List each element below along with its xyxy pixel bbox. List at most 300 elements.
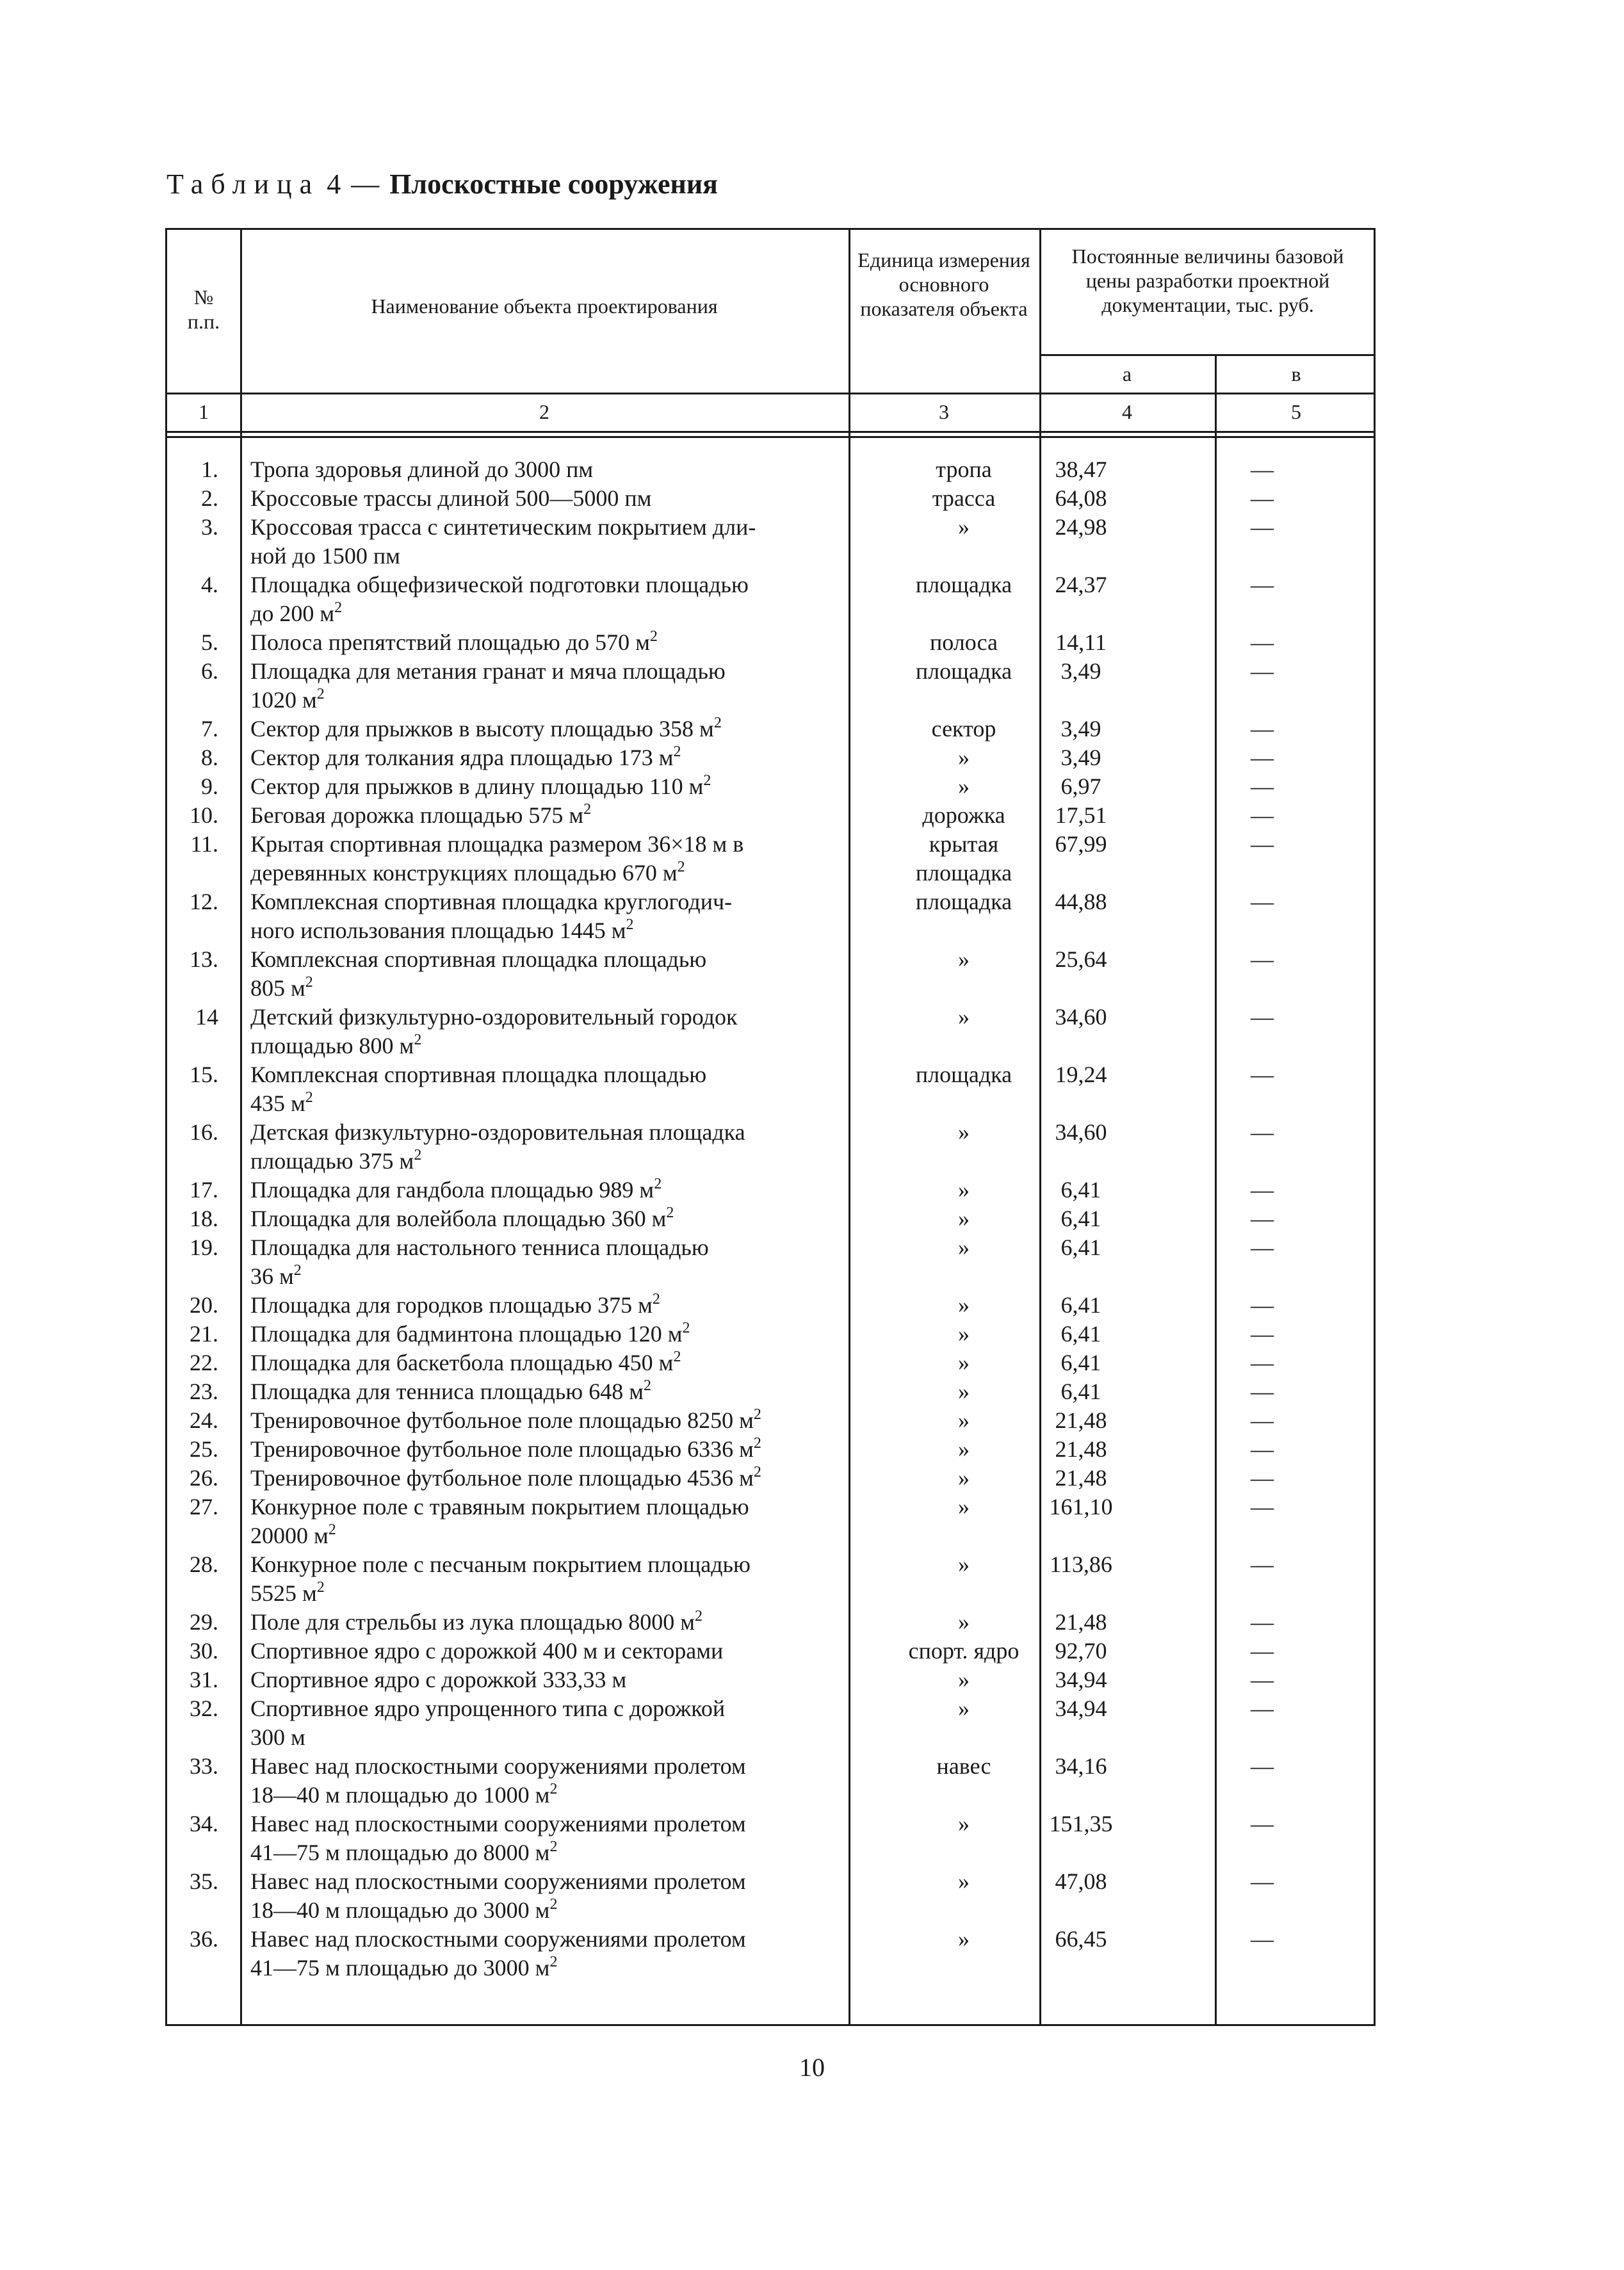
object-name-line2 (250, 1521, 1001, 1550)
table-row (167, 1694, 1374, 1752)
row-number: 25. (190, 1436, 218, 1462)
unit-text: площадка (915, 889, 1012, 914)
table-row (167, 1377, 1374, 1406)
value-a: 3,49 (1060, 658, 1101, 684)
caption-label: Таблица (166, 168, 320, 200)
row-number: 4. (201, 572, 218, 597)
name-text: Полоса препятствий площадью до 570 м (250, 629, 650, 655)
table-row (167, 1320, 1374, 1349)
table-caption (166, 168, 718, 200)
unit-text: » (958, 1869, 970, 1894)
unit-text: » (958, 1379, 970, 1404)
superscript: 2 (293, 1262, 302, 1279)
superscript: 2 (414, 1032, 422, 1048)
row-number: 19. (190, 1235, 218, 1260)
table-row (167, 1493, 1374, 1550)
name-text: Поле для стрельбы из лука площадью 8000 м (250, 1609, 695, 1635)
header-number (167, 285, 240, 334)
row-number: 36. (190, 1926, 218, 1952)
unit-text: полоса (929, 629, 998, 655)
value-a: 25,64 (1055, 946, 1107, 972)
colnum-5: 5 (1291, 400, 1301, 423)
row-number: 6. (201, 658, 218, 684)
value-a: 21,48 (1055, 1407, 1107, 1433)
value-b: — (1251, 716, 1274, 742)
unit-text: навес (936, 1753, 991, 1779)
value-a: 34,16 (1055, 1753, 1107, 1779)
value-b: — (1251, 457, 1274, 482)
superscript: 2 (316, 686, 325, 702)
row-number: 10. (190, 802, 218, 828)
table-row (167, 1666, 1374, 1694)
row-divider (167, 393, 1374, 394)
object-name-line2 (250, 1954, 1001, 1982)
row-number: 26. (190, 1465, 218, 1491)
superscript: 2 (695, 1608, 703, 1625)
name-text: Площадка для настольного тенниса площадью (250, 1235, 709, 1260)
unit-text: площадка (915, 860, 1012, 886)
value-a: 34,94 (1055, 1667, 1107, 1692)
value-b: — (1251, 1292, 1274, 1318)
name-text: Спортивное ядро с дорожкой 400 м и секторами (250, 1638, 724, 1664)
unit-text: » (958, 1119, 970, 1145)
value-a: 38,47 (1055, 457, 1107, 482)
superscript: 2 (549, 1954, 558, 1970)
unit-text: » (958, 1292, 970, 1318)
table-row (167, 945, 1374, 1003)
value-b: — (1251, 774, 1274, 799)
name-text: 435 м (250, 1090, 305, 1116)
value-a: 24,98 (1055, 514, 1107, 540)
name-text: Навес над плоскостными сооружениями пролетом (250, 1869, 746, 1894)
unit-text: тропа (936, 457, 992, 482)
name-text: Площадка для бадминтона площадью 120 м (250, 1321, 683, 1347)
value-b: — (1251, 1119, 1274, 1145)
row-number: 27. (190, 1494, 218, 1520)
superscript: 2 (666, 1204, 674, 1221)
row-number: 28. (190, 1552, 218, 1577)
value-b: — (1251, 1177, 1274, 1203)
value-b: — (1251, 946, 1274, 972)
table-row (167, 1176, 1374, 1204)
name-text: Конкурное поле с травяным покрытием площадью (250, 1494, 749, 1520)
value-a: 3,49 (1060, 716, 1101, 742)
row-number: 12. (190, 889, 218, 914)
value-b: — (1251, 1407, 1274, 1433)
value-a: 47,08 (1055, 1869, 1107, 1894)
value-a: 64,08 (1055, 485, 1107, 511)
name-text: 5525 м (250, 1580, 317, 1606)
unit-text: » (958, 1321, 970, 1347)
superscript: 2 (334, 599, 343, 616)
table-row (167, 1810, 1374, 1867)
table-row (167, 715, 1374, 743)
header-col-a: а (1122, 362, 1132, 385)
superscript: 2 (713, 715, 722, 731)
row-number: 9. (201, 774, 218, 799)
table-row (167, 1608, 1374, 1637)
unit-text: » (958, 1667, 970, 1692)
object-name-line2 (250, 1838, 1001, 1867)
name-text: площадью 800 м (250, 1033, 414, 1058)
unit-text: » (958, 1494, 970, 1520)
unit-text: сектор (931, 716, 996, 742)
row-number: 31. (190, 1667, 218, 1692)
table-row (167, 888, 1374, 945)
value-a: 17,51 (1055, 802, 1107, 828)
row-number: 2. (201, 485, 218, 511)
value-b: — (1251, 1811, 1274, 1836)
row-number: 16. (190, 1119, 218, 1145)
name-text: 18—40 м площадью до 3000 м (250, 1897, 550, 1923)
value-b: — (1251, 1638, 1274, 1664)
value-b: — (1251, 1465, 1274, 1491)
object-name-line2 (250, 1723, 1001, 1752)
value-b: — (1251, 514, 1274, 540)
unit-text: » (958, 1004, 970, 1030)
superscript: 2 (673, 1349, 681, 1365)
unit-text: » (958, 514, 970, 540)
unit-text: » (958, 1696, 970, 1721)
superscript: 2 (305, 974, 313, 991)
name-text: ной до 1500 пм (250, 543, 400, 569)
header-col-b: в (1291, 362, 1301, 385)
header-name: Наименование объекта проектирования (371, 295, 718, 318)
row-number: 18. (190, 1206, 218, 1231)
unit-text: площадка (915, 658, 1012, 684)
page-number: 10 (799, 2053, 825, 2082)
table-row (167, 1349, 1374, 1377)
value-a: 6,41 (1060, 1177, 1101, 1203)
name-text: 300 м (250, 1724, 305, 1750)
superscript: 2 (753, 1406, 761, 1423)
value-a: 6,41 (1060, 1235, 1101, 1260)
value-a: 21,48 (1055, 1465, 1107, 1491)
value-b: — (1251, 831, 1274, 857)
value-a: 34,60 (1055, 1004, 1107, 1030)
value-b: — (1251, 889, 1274, 914)
superscript: 2 (753, 1435, 761, 1452)
unit-text: » (958, 1811, 970, 1836)
unit-text: » (958, 1609, 970, 1635)
value-a: 34,94 (1055, 1696, 1107, 1721)
caption-dash: — (351, 168, 380, 200)
row-number: 32. (190, 1696, 218, 1721)
value-a: 21,48 (1055, 1436, 1107, 1462)
value-a: 67,99 (1055, 831, 1107, 857)
unit-text: » (958, 1235, 970, 1260)
superscript: 2 (682, 1320, 690, 1336)
value-b: — (1251, 1696, 1274, 1721)
name-text: Навес над плоскостными сооружениями пролетом (250, 1811, 746, 1836)
unit-text: трасса (932, 485, 996, 511)
table-row (167, 1406, 1374, 1435)
value-a: 21,48 (1055, 1609, 1107, 1635)
row-divider (167, 431, 1374, 433)
superscript: 2 (644, 1377, 651, 1394)
table-row (167, 484, 1374, 513)
superscript: 2 (316, 1579, 325, 1596)
object-name-line2 (250, 542, 1001, 571)
value-a: 19,24 (1055, 1062, 1107, 1087)
value-a: 92,70 (1055, 1638, 1107, 1664)
name-text: Детская физкультурно-оздоровительная площадка (250, 1119, 745, 1145)
value-b: — (1251, 1552, 1274, 1577)
table-row (167, 1867, 1374, 1925)
object-name-line2 (250, 1262, 1001, 1291)
name-text: Площадка для волейбола площадью 360 м (250, 1206, 667, 1231)
value-b: — (1251, 1436, 1274, 1462)
table-row (167, 1003, 1374, 1060)
object-name-line2 (250, 916, 1001, 945)
object-name-line2 (250, 1579, 1001, 1608)
object-name-line2 (250, 1896, 1001, 1925)
row-number: 15. (190, 1062, 218, 1087)
value-b: — (1251, 1869, 1274, 1894)
unit-text: » (958, 1350, 970, 1375)
value-a: 6,97 (1060, 774, 1101, 799)
name-text: 1020 м (250, 687, 317, 713)
table-row (167, 1118, 1374, 1176)
row-divider (1039, 354, 1374, 356)
unit-text: » (958, 1926, 970, 1952)
value-b: — (1251, 1926, 1274, 1952)
unit-text: » (958, 1407, 970, 1433)
superscript: 2 (652, 1291, 660, 1308)
colnum-1: 1 (199, 400, 209, 423)
superscript: 2 (703, 772, 711, 789)
table-row (167, 1060, 1374, 1118)
name-text: до 200 м (250, 601, 335, 626)
table-row (167, 1925, 1374, 1982)
superscript: 2 (549, 1781, 558, 1797)
table-row (167, 743, 1374, 772)
value-b: — (1251, 1321, 1274, 1347)
name-text: Сектор для прыжков в длину площадью 110 м (250, 774, 704, 799)
name-text: Комплексная спортивная площадка площадью (250, 946, 707, 972)
name-text: Площадка для тенниса площадью 648 м (250, 1379, 644, 1404)
value-a: 44,88 (1055, 889, 1107, 914)
superscript: 2 (414, 1147, 422, 1163)
name-text: Тренировочное футбольное поле площадью 8250 м (250, 1407, 754, 1433)
object-name-line2 (250, 1147, 1001, 1176)
value-b: — (1251, 1667, 1274, 1692)
row-number: 35. (190, 1869, 218, 1894)
name-text: 18—40 м площадью до 1000 м (250, 1782, 550, 1808)
row-number: 17. (190, 1177, 218, 1203)
object-name-line2 (250, 974, 1001, 1003)
name-text: Тренировочное футбольное поле площадью 4536 м (250, 1465, 754, 1491)
superscript: 2 (626, 916, 634, 933)
superscript: 2 (753, 1464, 761, 1480)
name-text: Площадка для городков площадью 375 м (250, 1292, 653, 1318)
name-text: Сектор для прыжков в высоту площадью 358 м (250, 716, 714, 742)
superscript: 2 (549, 1838, 558, 1855)
value-a: 6,41 (1060, 1379, 1101, 1404)
table-row (167, 830, 1374, 888)
unit-text: спорт. ядро (908, 1638, 1019, 1664)
value-b: — (1251, 1350, 1274, 1375)
name-text: 36 м (250, 1263, 294, 1289)
value-a: 24,37 (1055, 572, 1107, 597)
value-b: — (1251, 1062, 1274, 1087)
row-divider (167, 436, 1374, 438)
superscript: 2 (305, 1089, 313, 1106)
value-b: — (1251, 802, 1274, 828)
unit-text: » (958, 1436, 970, 1462)
name-text: Спортивное ядро с дорожкой 333,33 м (250, 1667, 627, 1692)
colnum-4: 4 (1122, 400, 1132, 423)
superscript: 2 (677, 859, 685, 875)
row-number: 11. (190, 831, 218, 857)
name-text: Крытая спортивная площадка размером 36×18 м в (250, 831, 744, 857)
row-number: 14 (195, 1004, 218, 1030)
value-b: — (1251, 485, 1274, 511)
name-text: Кроссовые трассы длиной 500—5000 пм (250, 485, 652, 511)
table-row (167, 1435, 1374, 1464)
value-a: 161,10 (1049, 1494, 1113, 1520)
price-table (165, 228, 1376, 2026)
unit-text: крытая (929, 831, 999, 857)
row-number: 1. (201, 457, 218, 482)
name-text: 805 м (250, 975, 305, 1001)
value-a: 6,41 (1060, 1321, 1101, 1347)
table-row (167, 1464, 1374, 1493)
unit-text: площадка (915, 1062, 1012, 1087)
value-b: — (1251, 1753, 1274, 1779)
name-text: Тренировочное футбольное поле площадью 6336 м (250, 1436, 754, 1462)
superscript: 2 (654, 1176, 662, 1192)
name-text: 20000 м (250, 1523, 329, 1548)
name-text: Навес над плоскостными сооружениями пролетом (250, 1926, 746, 1952)
superscript: 2 (549, 1896, 558, 1913)
unit-text: » (958, 774, 970, 799)
object-name-line2 (250, 1032, 1001, 1060)
row-number: 30. (190, 1638, 218, 1664)
object-name-line2 (250, 686, 1001, 715)
value-a: 6,41 (1060, 1206, 1101, 1231)
value-a: 66,45 (1055, 1926, 1107, 1952)
table-row (167, 571, 1374, 628)
value-a: 6,41 (1060, 1350, 1101, 1375)
table-row (167, 772, 1374, 801)
object-name-line2 (250, 599, 1001, 628)
name-text: площадью 375 м (250, 1148, 414, 1174)
value-b: — (1251, 572, 1274, 597)
row-number: 23. (190, 1379, 218, 1404)
value-b: — (1251, 629, 1274, 655)
row-number: 13. (190, 946, 218, 972)
row-number: 33. (190, 1753, 218, 1779)
name-text: Комплексная спортивная площадка круглогодич- (250, 889, 733, 914)
unit-text: » (958, 1206, 970, 1231)
name-text: Детский физкультурно-оздоровительный городок (250, 1004, 738, 1030)
object-name-line2 (250, 1089, 1001, 1118)
name-text: Площадка для метания гранат и мяча площадью (250, 658, 726, 684)
superscript: 2 (673, 743, 681, 760)
value-a: 113,86 (1050, 1552, 1112, 1577)
value-b: — (1251, 1004, 1274, 1030)
header-number-text: № п.п. (187, 286, 220, 333)
name-text: Площадка общефизической подготовки площадью (250, 572, 749, 597)
row-number: 21. (190, 1321, 218, 1347)
row-number: 5. (201, 629, 218, 655)
table-row (167, 1752, 1374, 1810)
superscript: 2 (583, 801, 592, 818)
unit-text: » (958, 745, 970, 770)
name-text: деревянных конструкциях площадью 670 м (250, 860, 678, 886)
name-text: Навес над плоскостными сооружениями пролетом (250, 1753, 746, 1779)
value-b: — (1251, 1494, 1274, 1520)
table-row (167, 513, 1374, 571)
value-b: — (1251, 745, 1274, 770)
unit-text: » (958, 946, 970, 972)
table-row (167, 1291, 1374, 1320)
value-b: — (1251, 658, 1274, 684)
value-a: 6,41 (1060, 1292, 1101, 1318)
row-number: 22. (190, 1350, 218, 1375)
colnum-2: 2 (539, 400, 549, 423)
row-number: 24. (190, 1407, 218, 1433)
value-b: — (1251, 1379, 1274, 1404)
value-a: 34,60 (1055, 1119, 1107, 1145)
header-base-price: Постоянные величины базовой цены разработки проектной документации, тыс. руб. (1071, 245, 1344, 316)
table-row (167, 628, 1374, 657)
caption-title: Плоскостные сооружения (389, 168, 718, 200)
unit-text: » (958, 1552, 970, 1577)
header-unit: Единица измерения основного показателя объекта (857, 248, 1030, 320)
name-text: Конкурное поле с песчаным покрытием площадью (250, 1552, 751, 1577)
value-a: 151,35 (1049, 1811, 1113, 1836)
row-number: 3. (201, 514, 218, 540)
unit-text: » (958, 1465, 970, 1491)
name-text: 41—75 м площадью до 8000 м (250, 1840, 550, 1865)
name-text: Площадка для гандбола площадью 989 м (250, 1177, 654, 1203)
unit-text: площадка (915, 572, 1012, 597)
value-a: 3,49 (1060, 745, 1101, 770)
table-row (167, 1233, 1374, 1291)
table-row (167, 657, 1374, 715)
table-row (167, 801, 1374, 830)
table-row (167, 1637, 1374, 1666)
value-a: 14,11 (1055, 629, 1107, 655)
row-number: 29. (190, 1609, 218, 1635)
row-number: 7. (201, 716, 218, 742)
row-number: 8. (201, 745, 218, 770)
colnum-3: 3 (939, 400, 949, 423)
row-number: 34. (190, 1811, 218, 1836)
table-row (167, 1204, 1374, 1233)
caption-number: 4 (327, 168, 341, 200)
table-row (167, 1550, 1374, 1608)
superscript: 2 (649, 628, 658, 645)
table-row (167, 455, 1374, 484)
value-b: — (1251, 1206, 1274, 1231)
name-text: Площадка для баскетбола площадью 450 м (250, 1350, 674, 1375)
value-b: — (1251, 1609, 1274, 1635)
value-b: — (1251, 1235, 1274, 1260)
object-name-line2 (250, 1781, 1001, 1810)
name-text: Сектор для толкания ядра площадью 173 м (250, 745, 674, 770)
name-text: Тропа здоровья длиной до 3000 пм (250, 457, 594, 482)
name-text: Кроссовая трасса с синтетическим покрытием дли- (250, 514, 756, 540)
row-number: 20. (190, 1292, 218, 1318)
name-text: Спортивное ядро упрощенного типа с дорожкой (250, 1696, 726, 1721)
unit-text: дорожка (922, 802, 1005, 828)
name-text: Комплексная спортивная площадка площадью (250, 1062, 707, 1087)
name-text: ного использования площадью 1445 м (250, 918, 626, 943)
superscript: 2 (328, 1521, 336, 1538)
